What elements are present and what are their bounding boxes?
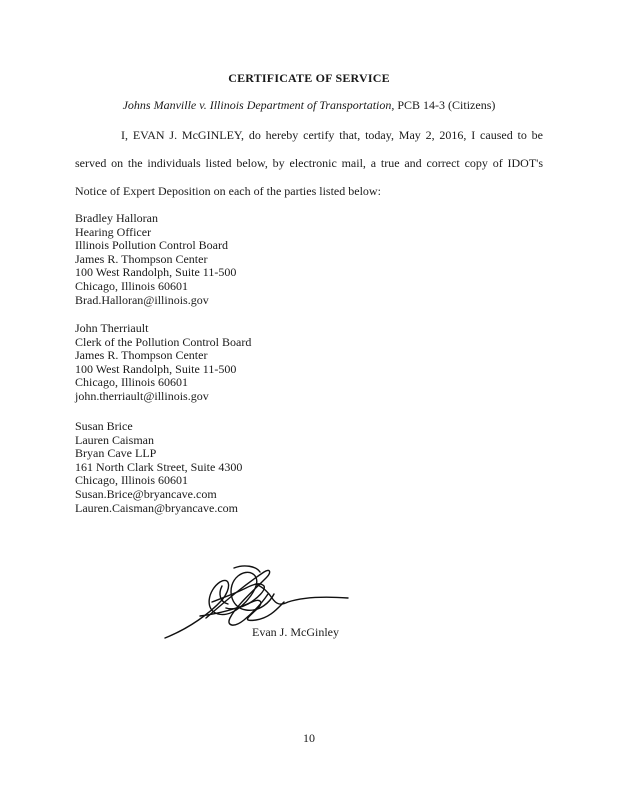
recipient-street: 100 West Randolph, Suite 11-500: [75, 361, 237, 376]
recipient-title: Hearing Officer: [75, 224, 152, 239]
certification-line-1: I, EVAN J. McGINLEY, do hereby certify that, today, May 2, 2016, I caused to be: [121, 128, 543, 142]
recipient-name: John Therriault: [75, 321, 149, 335]
recipient-city: Chicago, Illinois 60601: [75, 278, 188, 293]
recipient-email: Susan.Brice@bryancave.com: [75, 486, 217, 501]
recipient-name: Susan Brice: [75, 419, 133, 433]
recipient-email: Brad.Halloran@illinois.gov: [75, 292, 209, 307]
recipient-title: Clerk of the Pollution Control Board: [75, 334, 252, 349]
recipient-city: Chicago, Illinois 60601: [75, 473, 188, 488]
recipient-block-therriault: [75, 322, 395, 404]
recipient-organization: Illinois Pollution Control Board: [75, 238, 229, 253]
case-caption-name: Johns Manville v. Illinois Department of Transportation,: [122, 98, 395, 112]
page-number: 10: [303, 731, 315, 745]
case-caption-number: PCB 14-3 (Citizens): [394, 98, 496, 112]
recipient-block-bryan-cave: [75, 420, 395, 515]
recipient-organization: Bryan Cave LLP: [75, 446, 157, 461]
certification-line-2: served on the individuals listed below, by electronic mail, a true and correct copy of IDOT's: [75, 156, 543, 170]
case-caption: [0, 98, 618, 113]
recipient-city: Chicago, Illinois 60601: [75, 375, 188, 390]
recipient-building: James R. Thompson Center: [75, 348, 208, 363]
recipient-street: 100 West Randolph, Suite 11-500: [75, 265, 237, 280]
certification-line-3: Notice of Expert Deposition on each of the parties listed below:: [75, 184, 381, 198]
recipient-email: Lauren.Caisman@bryancave.com: [75, 500, 238, 515]
recipient-name: Bradley Halloran: [75, 211, 158, 225]
signer-name: Evan J. McGinley: [252, 625, 339, 639]
recipient-email: john.therriault@illinois.gov: [75, 388, 209, 403]
recipient-building: James R. Thompson Center: [75, 251, 208, 266]
recipient-street: 161 North Clark Street, Suite 4300: [75, 459, 243, 474]
certificate-title: CERTIFICATE OF SERVICE: [228, 71, 390, 85]
recipient-name: Lauren Caisman: [75, 432, 154, 447]
recipient-block-halloran: [75, 212, 395, 307]
